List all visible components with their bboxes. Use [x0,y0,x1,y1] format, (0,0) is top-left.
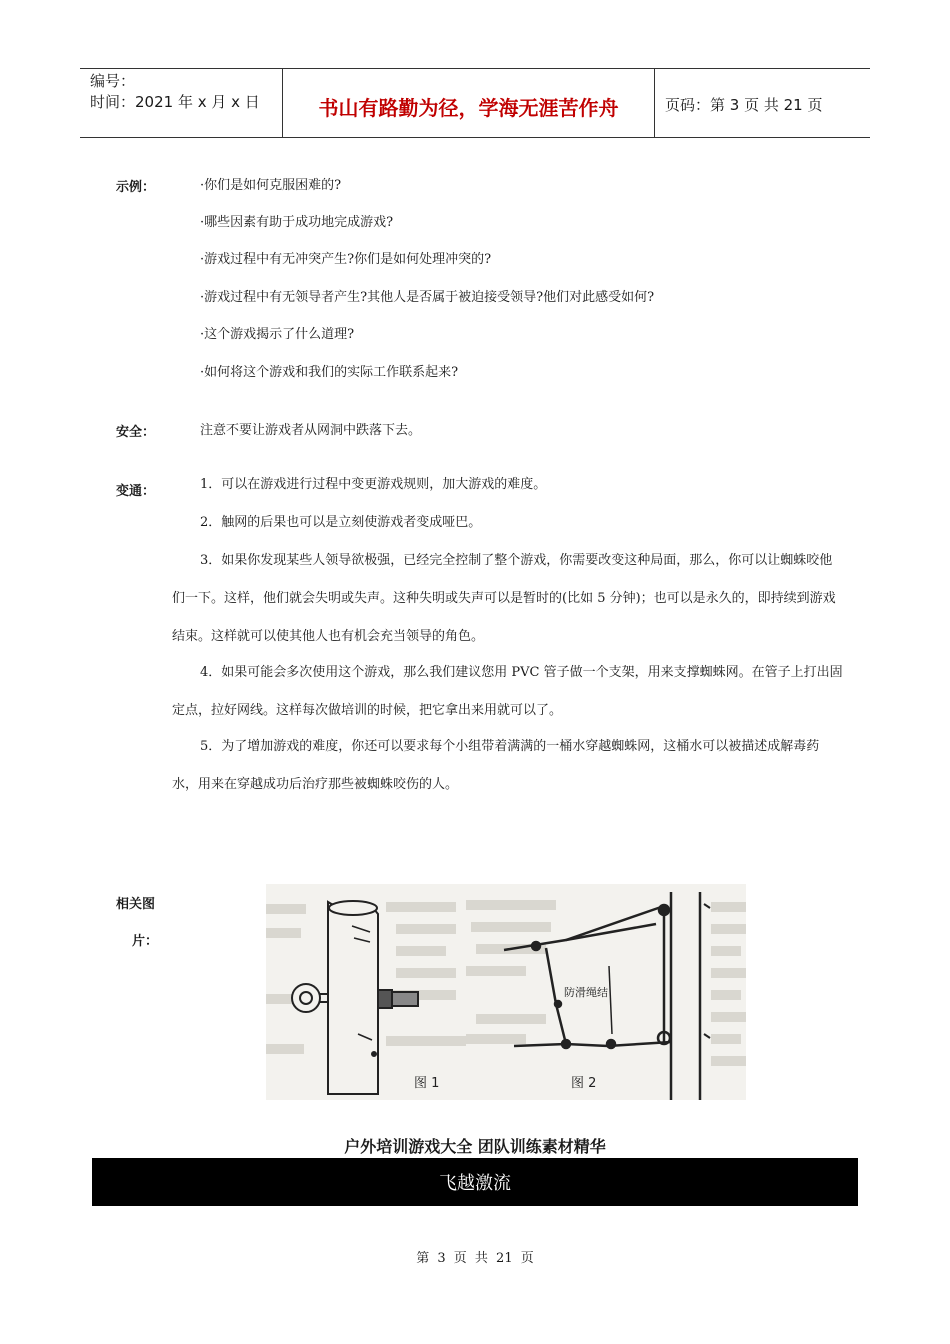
section-title-bar [92,1158,858,1206]
header-page-info: 页码：第 3 页 共 21 页 [665,95,823,114]
related-label-line1: 相关图 [116,897,156,912]
variation-item: 4．如果可能会多次使用这个游戏，那么我们建议您用 PVC 管子做一个支架，用来支撑蜘蛛网。在管子上打出固定点，拉好网线。这样每次做培训的时候，把它拿出来用就可以了。 [172,665,843,718]
figure-1-caption: 图 1 [414,1076,440,1091]
example-item: ·这个游戏揭示了什么道理? [200,327,355,342]
variation-item: 5．为了增加游戏的难度，你还可以要求每个小组带着满满的一桶水穿越蜘蛛网，这桶水可以被描述成解毒药水，用来在穿越成功后治疗那些被蜘蛛咬伤的人。 [172,739,820,792]
variations-label: 变通： [116,484,156,499]
related-label-line2: 片： [132,934,159,949]
example-item: ·游戏过程中有无领导者产生?其他人是否属于被迫接受领导?他们对此感受如何? [200,290,655,305]
related-figure [266,884,746,1100]
variation-item: 3．如果你发现某些人领导欲极强，已经完全控制了整个游戏，你需要改变这种局面，那么，你可以让蜘蛛咬他们一下。这样，他们就会失明或失声。这种失明或失声可以是暂时的(比如 5 分钟)；也可以是永久的，即持续到游戏结束。这样就可以使其他人也有机会充当领导的角色。 [172,553,836,644]
code-label: 编号： [90,72,136,90]
header-motto: 书山有路勤为径，学海无涯苦作舟 [282,69,655,137]
section-title: 飞越激流 [439,1173,511,1194]
page-header [80,68,870,138]
time-label: 时间：2021 年 x 月 x 日 [90,93,260,111]
page-number: 第 3 页 共 21 页 [416,1251,534,1266]
example-item: ·哪些因素有助于成功地完成游戏? [200,215,394,230]
safety-text: 注意不要让游戏者从网洞中跌落下去。 [200,423,422,438]
variation-item: 2．触网的后果也可以是立刻使游戏者变成哑巴。 [200,515,482,530]
example-item: ·如何将这个游戏和我们的实际工作联系起来? [200,365,459,380]
variation-item: 1．可以在游戏进行过程中变更游戏规则，加大游戏的难度。 [200,477,547,492]
safety-label: 安全： [116,425,156,440]
example-item: ·你们是如何克服困难的? [200,178,342,193]
header-meta [80,69,282,137]
figure-2-caption: 图 2 [571,1076,597,1091]
book-title: 户外培训游戏大全 团队训练素材精华 [344,1137,606,1156]
figure-2-annotation: 防滑绳结 [564,986,608,999]
example-item: ·游戏过程中有无冲突产生?你们是如何处理冲突的? [200,252,492,267]
examples-label: 示例： [116,180,156,195]
figure-illustration [266,884,746,1100]
